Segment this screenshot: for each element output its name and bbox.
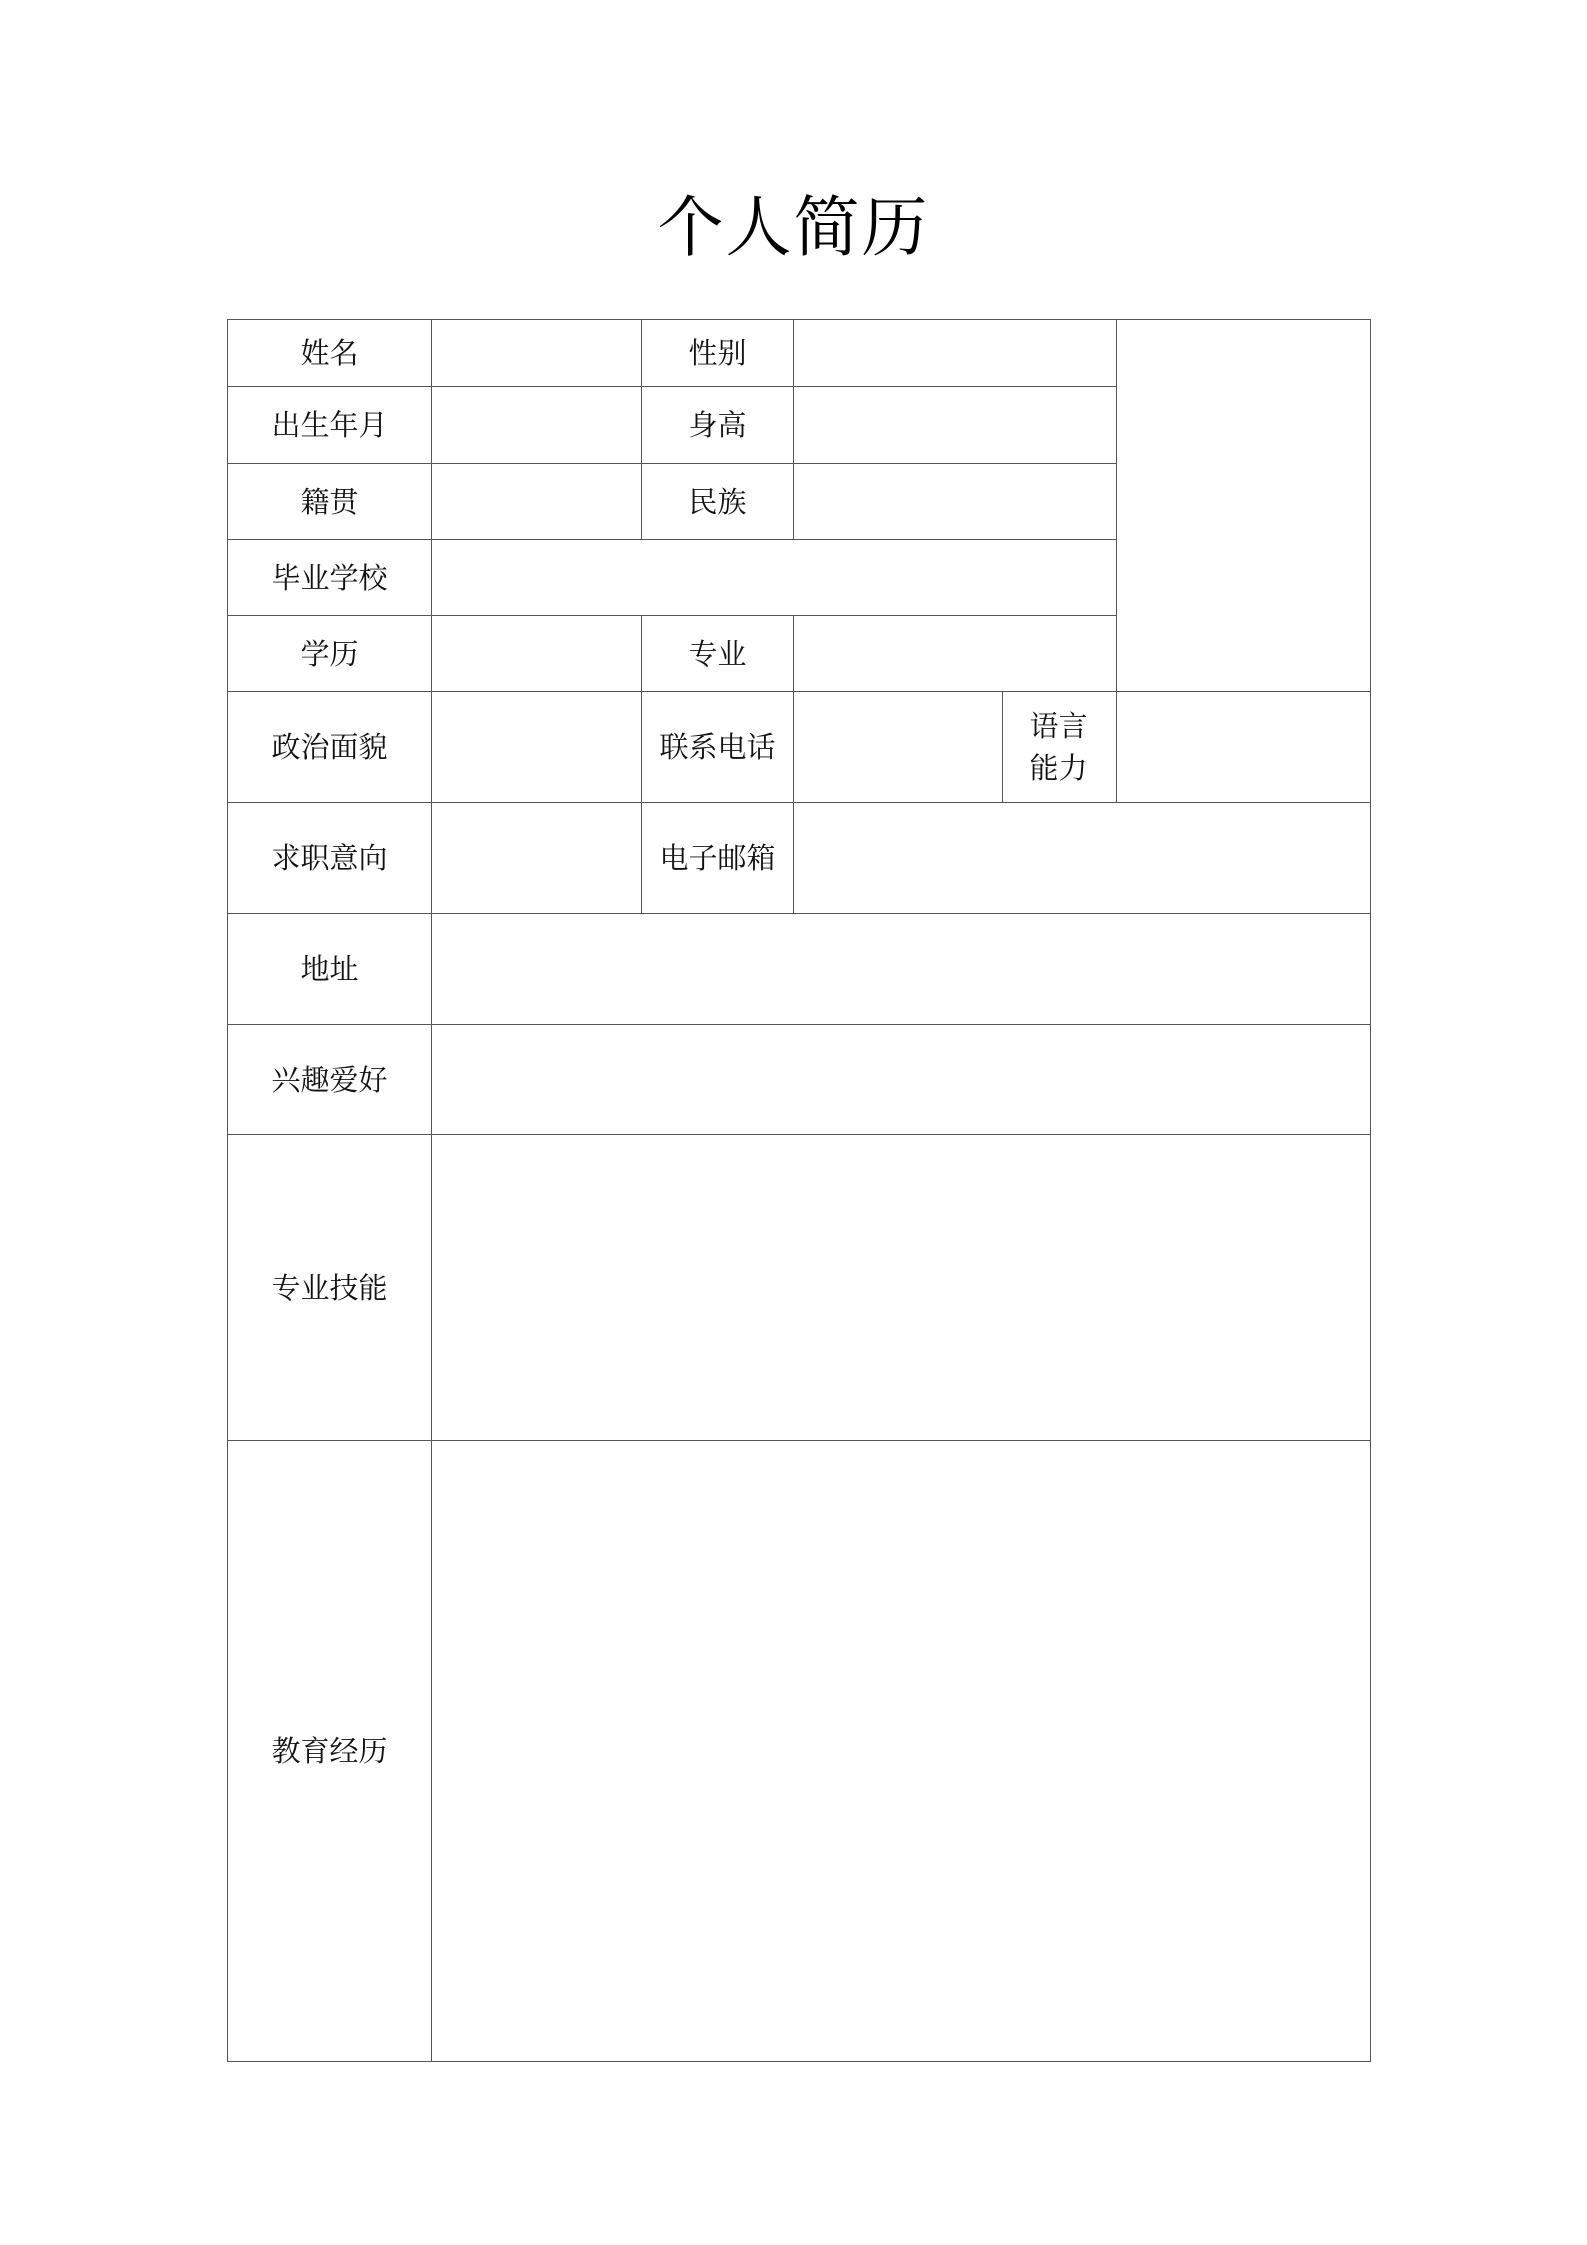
row-hobbies	[228, 1025, 1371, 1135]
major-label: 专业	[642, 616, 794, 692]
language-label-cell	[1003, 692, 1117, 803]
address-label: 地址	[228, 914, 432, 1025]
education-label: 学历	[228, 616, 432, 692]
hobbies-field[interactable]	[432, 1025, 1371, 1135]
language-label: 语言能力	[1029, 709, 1088, 785]
address-field[interactable]	[432, 914, 1371, 1025]
name-label: 姓名	[228, 320, 432, 387]
school-label: 毕业学校	[228, 540, 432, 616]
email-label: 电子邮箱	[642, 803, 794, 914]
height-label: 身高	[642, 387, 794, 464]
ethnicity-field[interactable]	[794, 464, 1117, 540]
photo-area[interactable]	[1117, 320, 1371, 692]
skills-label: 专业技能	[228, 1135, 432, 1441]
page-title: 个人简历	[657, 189, 930, 266]
name-field[interactable]	[432, 320, 642, 387]
education-field[interactable]	[432, 616, 642, 692]
political-label: 政治面貌	[228, 692, 432, 803]
row-job-intent	[228, 803, 1371, 914]
birth-label: 出生年月	[228, 387, 432, 464]
resume-table	[227, 319, 1371, 2062]
native-place-field[interactable]	[432, 464, 642, 540]
edu-history-label: 教育经历	[228, 1441, 432, 2062]
political-field[interactable]	[432, 692, 642, 803]
major-field[interactable]	[794, 616, 1117, 692]
row-political	[228, 692, 1371, 803]
row-edu-history	[228, 1441, 1371, 2062]
ethnicity-label: 民族	[642, 464, 794, 540]
skills-field[interactable]	[432, 1135, 1371, 1441]
job-intent-field[interactable]	[432, 803, 642, 914]
hobbies-label: 兴趣爱好	[228, 1025, 432, 1135]
job-intent-label: 求职意向	[228, 803, 432, 914]
email-field[interactable]	[794, 803, 1371, 914]
gender-field[interactable]	[794, 320, 1117, 387]
phone-label: 联系电话	[642, 692, 794, 803]
phone-field[interactable]	[794, 692, 1003, 803]
edu-history-field[interactable]	[432, 1441, 1371, 2062]
gender-label: 性别	[642, 320, 794, 387]
school-field[interactable]	[432, 540, 1117, 616]
height-field[interactable]	[794, 387, 1117, 464]
language-field[interactable]	[1117, 692, 1371, 803]
row-skills	[228, 1135, 1371, 1441]
row-address	[228, 914, 1371, 1025]
birth-field[interactable]	[432, 387, 642, 464]
row-name	[228, 320, 1371, 387]
native-place-label: 籍贯	[228, 464, 432, 540]
